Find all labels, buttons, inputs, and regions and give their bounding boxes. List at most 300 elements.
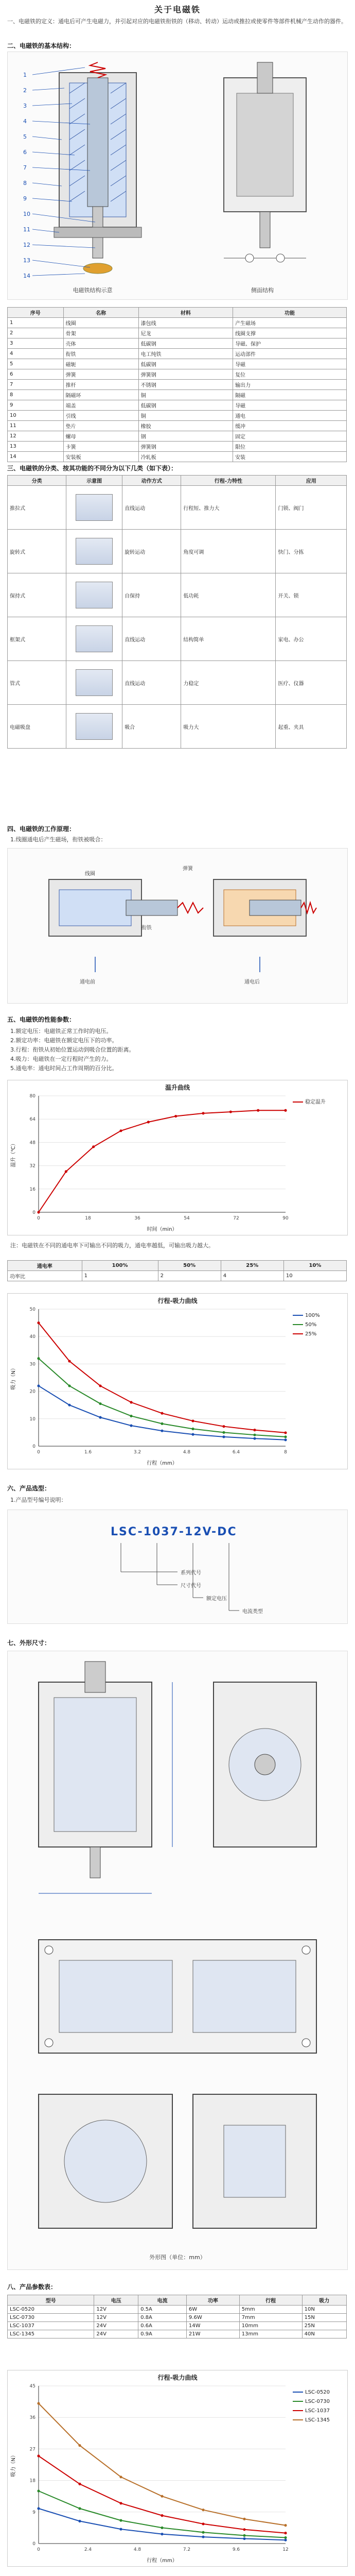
table-row [8,486,347,530]
data-point [99,1384,101,1387]
section-8-heading: 八、产品参数表： [7,2283,57,2291]
callout-6: 6 [23,149,27,156]
table-cell: 旋转运动 [122,530,181,573]
table-cell: 通电 [233,411,347,421]
table-row [8,2306,347,2314]
data-point [229,1110,232,1113]
table-cell: 5 [8,359,64,369]
model-heading: 1.产品型号编号说明： [10,1497,67,1503]
table-row [8,705,347,749]
y-tick-label: 0 [32,1444,36,1449]
section-7-heading: 七、外形尺寸： [7,1639,51,1647]
table-cell: 8 [8,390,64,400]
spec-header-force: 吸力 [302,2295,346,2306]
table-cell: 框架式 [8,617,66,661]
class-header-char: 行程-力特性 [181,476,276,486]
data-point [191,1433,194,1436]
table-cell: 磁轭 [63,359,138,369]
table-cell: 自保持 [122,573,181,617]
y-tick-label: 9 [32,2510,36,2515]
section-5-heading: 五、电磁铁的性能参数： [7,1016,76,1023]
legend-label: LSC-0520 [305,2389,330,2395]
x-tick-label: 72 [233,1216,239,1221]
data-point [37,2454,40,2457]
side-caption: 侧面结构 [251,287,274,294]
section-3-heading: 三、电磁铁的分类、按其功能的不同分为以下几类（如下表）： [7,465,177,472]
data-point [284,1109,287,1112]
spec-header-stroke: 行程 [239,2295,302,2306]
structure-figure [7,52,348,300]
table-cell: 复位 [233,369,347,380]
class-diagram-thumb [76,669,113,696]
table-cell: 24V [94,2330,138,2338]
parts-header-function: 功能 [233,308,347,318]
data-point [161,2495,163,2498]
table-cell: 21W [186,2330,239,2338]
table-cell: 吸合 [122,705,181,749]
table-cell: 衔铁 [63,349,138,359]
table-cell: 13 [8,442,64,452]
duty-header-1: 100% [82,1261,158,1271]
table-cell: 5mm [239,2306,302,2314]
x-tick-label: 7.2 [183,2547,191,2552]
table-cell: 橡胶 [138,421,233,431]
table-cell: 导磁 [233,400,347,411]
table-cell: 弹簧钢 [138,442,233,452]
data-point [37,1357,40,1360]
intro-text: 一、电磁铁的定义：通电后可产生电磁力，并引起对应的电磁铁衔铁的（移动、转动）运动或推拉或使零件等部件机械产生动作的器件。 [7,18,347,25]
param-3: 3.行程：衔铁从初始位置运动到吸合位置的距离。 [10,1046,135,1053]
model-part-size: 尺寸代号 [181,1583,201,1589]
data-point [119,2519,122,2522]
parts-header-material: 材料 [138,308,233,318]
table-cell: 门锁、阀门 [276,486,347,530]
table-cell: 开关、锁 [276,573,347,617]
model-part-current: 电流类型 [242,1609,263,1615]
principle-text: 1.线圈通电后产生磁场，衔铁被吸合： [10,836,106,843]
table-cell [66,486,122,530]
table-cell: 9.6W [186,2314,239,2322]
data-point [119,2502,122,2504]
y-tick-label: 18 [29,2478,36,2484]
data-point [78,2483,81,2485]
table-cell: 安装 [233,452,347,462]
callout-10: 10 [23,211,30,217]
data-point [253,1434,256,1436]
table-cell: 电磁吸盘 [8,705,66,749]
x-tick-label: 0 [37,1450,40,1455]
data-point [99,1402,101,1405]
parts-header-no: 序号 [8,308,64,318]
duty-header-4: 10% [283,1261,346,1271]
callout-11: 11 [23,226,30,233]
table-cell: 角度可调 [181,530,276,573]
y-tick-label: 48 [29,1140,36,1146]
table-cell: 隔磁环 [63,390,138,400]
table-cell: 端盖 [63,400,138,411]
duty-cell: 2 [158,1271,221,1281]
table-cell: 低碳钢 [138,400,233,411]
legend-label: 稳定温升 [305,1099,326,1105]
callout-9: 9 [23,195,27,202]
data-point [243,2528,245,2531]
table-cell: 垫片 [63,421,138,431]
label-spring: 弹簧 [183,866,193,872]
section-4-heading: 四、电磁铁的工作原理： [7,825,76,833]
y-tick-label: 27 [29,2447,36,2452]
table-cell: 7 [8,380,64,390]
data-point [78,2444,81,2447]
data-point [161,1412,163,1415]
chart-title: 行程-吸力曲线 [157,1297,198,1304]
data-point [78,2507,81,2510]
table-cell: 15N [302,2314,346,2322]
table-row [8,338,347,349]
table-cell: 产生磁场 [233,318,347,328]
data-point [222,1431,225,1434]
table-row [8,442,347,452]
data-point [222,1425,225,1428]
force-chart [8,1294,347,1469]
table-row [8,2314,347,2322]
table-cell: LSC-1037 [8,2322,94,2330]
table-row [8,530,347,573]
table-cell: 7mm [239,2314,302,2322]
data-point [65,1170,67,1173]
callout-2: 2 [23,87,27,94]
table-cell: 安装板 [63,452,138,462]
table-cell: 推杆 [63,380,138,390]
table-cell: 快门、分拣 [276,530,347,573]
legend-label: 100% [305,1313,320,1318]
class-diagram-thumb [76,494,113,521]
callout-1: 1 [23,72,27,78]
table-cell: 缓冲 [233,421,347,431]
data-point [68,1360,70,1362]
table-cell: 起重、夹具 [276,705,347,749]
spec-table-body [8,2306,347,2338]
table-cell: 固定 [233,431,347,442]
class-diagram-thumb [76,582,113,608]
y-axis-label: 吸力（N） [11,1365,16,1390]
y-tick-label: 45 [29,2384,36,2389]
table-cell: 40N [302,2330,346,2338]
x-tick-label: 36 [134,1216,140,1221]
y-tick-label: 16 [29,1187,36,1192]
x-tick-label: 0 [37,1216,40,1221]
duty-cell: 1 [82,1271,158,1281]
duty-header-0: 通电率 [8,1261,82,1271]
table-cell: 0.6A [138,2322,187,2330]
y-tick-label: 32 [29,1163,36,1169]
class-diagram-thumb [76,713,113,740]
x-tick-label: 12 [282,2547,289,2552]
callout-3: 3 [23,103,27,109]
principle-diagram [8,849,347,1003]
table-cell: 13mm [239,2330,302,2338]
param-1: 1.额定电压：电磁铁正常工作时的电压。 [10,1028,112,1035]
table-cell: 10 [8,411,64,421]
table-row [8,359,347,369]
class-header-diagram: 示意图 [66,476,122,486]
data-point [68,1404,70,1406]
data-point [284,2532,287,2534]
callout-8: 8 [23,180,27,187]
table-cell: 线圈支撑 [233,328,347,338]
data-point [202,2531,204,2534]
table-cell: 电工纯铁 [138,349,233,359]
table-cell: 引线 [63,411,138,421]
data-point [202,2509,204,2511]
callout-7: 7 [23,164,27,171]
temperature-chart [8,1080,347,1235]
callout-13: 13 [23,257,30,264]
series-line [39,2456,286,2533]
before-state [49,879,203,936]
table-cell: 低功耗 [181,573,276,617]
data-point [37,1321,40,1324]
table-cell [66,530,122,573]
table-cell: 结构简单 [181,617,276,661]
duty-header-3: 25% [221,1261,283,1271]
table-cell: 14 [8,452,64,462]
table-cell: 尼龙 [138,328,233,338]
y-tick-label: 20 [29,1389,36,1395]
table-row [8,349,347,359]
dimension-drawings [8,1651,347,2269]
dim-drawing-mount [39,1940,316,2053]
series-line [39,1110,286,1212]
table-cell: 25N [302,2322,346,2330]
y-tick-label: 36 [29,2415,36,2421]
data-point [243,2534,245,2537]
table-cell: 家电、办公 [276,617,347,661]
label-plunger: 衔铁 [141,925,152,931]
x-tick-label: 6.4 [232,1450,240,1455]
table-cell: LSC-0520 [8,2306,94,2314]
table-cell: 钢 [138,431,233,442]
callout-5: 5 [23,133,27,140]
table-cell: LSC-0730 [8,2314,94,2322]
chart-title: 行程-吸力曲线 [157,2374,198,2381]
x-tick-label: 0 [37,2547,40,2552]
table-cell: 力稳定 [181,661,276,705]
table-row [8,318,347,328]
data-point [119,2528,122,2531]
table-row [8,400,347,411]
table-cell: 线圈 [63,318,138,328]
model-code: LSC-1037-12V-DC [111,1526,237,1538]
data-point [37,2507,40,2510]
y-tick-label: 0 [32,2541,36,2547]
y-tick-label: 10 [29,1416,36,1422]
series-line [39,1359,286,1437]
callout-labels [23,72,30,279]
data-point [37,2402,40,2404]
table-cell: 旋转式 [8,530,66,573]
spec-header-model: 型号 [8,2295,94,2306]
table-cell: 低碳钢 [138,359,233,369]
table-cell: 6 [8,369,64,380]
data-point [284,1435,287,1438]
data-point [147,1121,150,1123]
table-cell: 弹簧钢 [138,369,233,380]
table-row [8,452,347,462]
data-point [284,1431,287,1434]
parts-header-name: 名称 [63,308,138,318]
table-cell: 螺母 [63,431,138,442]
table-cell: 吸力大 [181,705,276,749]
y-tick-label: 0 [32,1210,36,1215]
x-tick-label: 18 [85,1216,91,1221]
x-axis-label: 时间（min） [147,1227,177,1232]
page-title: 关于电磁铁 [154,5,201,14]
table-cell: 医疗、仪器 [276,661,347,705]
table-cell: 3 [8,338,64,349]
table-cell: 漆包线 [138,318,233,328]
table-cell: 导磁 [233,359,347,369]
callout-14: 14 [23,273,30,279]
model-part-voltage: 额定电压 [206,1596,227,1602]
data-point [284,2539,287,2541]
data-point [130,1425,132,1427]
after-state [214,879,316,936]
table-cell: 0.9A [138,2330,187,2338]
chart-title: 温升曲线 [165,1084,190,1091]
table-cell: 10mm [239,2322,302,2330]
table-cell: 10N [302,2306,346,2314]
data-point [92,1145,95,1148]
spec-header-voltage: 电压 [94,2295,138,2306]
y-tick-label: 50 [29,1307,36,1312]
y-tick-label: 80 [29,1094,36,1099]
stroke-chart [8,2370,347,2566]
table-cell: 0.8A [138,2314,187,2322]
table-cell: 4 [8,349,64,359]
section-6-heading: 六、产品选型： [7,1485,51,1492]
table-cell: 直线运动 [122,486,181,530]
x-tick-label: 9.6 [232,2547,240,2552]
duty-cell: 10 [283,1271,346,1281]
table-row [8,2330,347,2338]
table-cell: 24V [94,2322,138,2330]
table-row [8,421,347,431]
table-cell: 6W [186,2306,239,2314]
table-cell: 弹簧 [63,369,138,380]
legend-label: 50% [305,1322,317,1328]
label-after: 通电后 [244,979,260,985]
solenoid-section-view [54,62,141,274]
table-cell: 推拉式 [8,486,66,530]
data-point [130,1415,132,1417]
data-point [191,1428,194,1430]
table-row [8,390,347,400]
table-cell: 9 [8,400,64,411]
dim-drawing-detail [39,2094,316,2228]
table-row [8,328,347,338]
table-cell: 保持式 [8,573,66,617]
table-cell [66,705,122,749]
model-code-lines [8,1510,347,1623]
data-point [119,2476,122,2478]
data-point [202,2522,204,2525]
table-cell: 隔磁 [233,390,347,400]
table-cell: 12V [94,2314,138,2322]
table-row [8,380,347,390]
structure-diagram [8,52,347,299]
param-4: 4.吸力：电磁铁在一定行程时产生的力。 [10,1056,112,1062]
model-part-series: 系列代号 [181,1570,201,1576]
table-cell [66,661,122,705]
table-cell: 管式 [8,661,66,705]
table-cell: 1 [8,318,64,328]
table-row [8,573,347,617]
data-point [78,2520,81,2522]
data-point [161,1430,163,1432]
duty-header-2: 50% [158,1261,221,1271]
section-2-heading: 二、电磁铁的基本结构： [7,42,76,49]
table-row [8,411,347,421]
table-cell: 12 [8,431,64,442]
stroke-chart-box [7,2370,348,2567]
table-row [8,369,347,380]
dimension-figure [7,1651,348,2270]
x-tick-label: 3.2 [133,1450,141,1455]
duty-note: 注：电磁铁在不同的通电率下可输出不同的吸力，通电率越低，可输出吸力越大。 [10,1242,214,1249]
table-cell: 骨架 [63,328,138,338]
y-tick-label: 64 [29,1117,36,1123]
callout-12: 12 [23,242,30,248]
legend-label: 25% [305,1331,317,1337]
duty-table [7,1260,347,1281]
x-tick-label: 1.6 [84,1450,92,1455]
callout-4: 4 [23,118,27,125]
table-cell: 低碳钢 [138,338,233,349]
table-cell: 限位 [233,442,347,452]
data-point [119,1129,122,1132]
table-cell: 不锈钢 [138,380,233,390]
spec-header-power: 功率 [186,2295,239,2306]
data-point [161,2514,163,2517]
table-cell [66,573,122,617]
spec-table [7,2295,347,2338]
param-5: 5.通电率：通电时间占工作周期的百分比。 [10,1065,118,1072]
table-cell [66,617,122,661]
table-row [8,661,347,705]
duty-cell: 功率比 [8,1271,82,1281]
table-cell: 卡簧 [63,442,138,452]
y-axis-label: 温升（℃） [11,1141,16,1167]
dim-drawing-side [214,1682,316,1847]
structure-caption: 电磁铁结构示意 [73,287,113,294]
table-cell: 壳体 [63,338,138,349]
data-point [68,1384,70,1387]
model-code-figure [7,1510,348,1624]
table-cell: LSC-1345 [8,2330,94,2338]
data-point [253,1429,256,1431]
x-tick-label: 54 [184,1216,190,1221]
table-cell: 行程短、推力大 [181,486,276,530]
table-cell: 11 [8,421,64,431]
y-tick-label: 40 [29,1334,36,1340]
table-row [8,2322,347,2330]
data-point [37,1211,40,1213]
table-cell: 铜 [138,390,233,400]
data-point [202,2535,204,2538]
dimension-caption: 外形图（单位：mm） [149,2254,206,2261]
class-header-motion: 动作方式 [122,476,181,486]
table-cell: 输出力 [233,380,347,390]
